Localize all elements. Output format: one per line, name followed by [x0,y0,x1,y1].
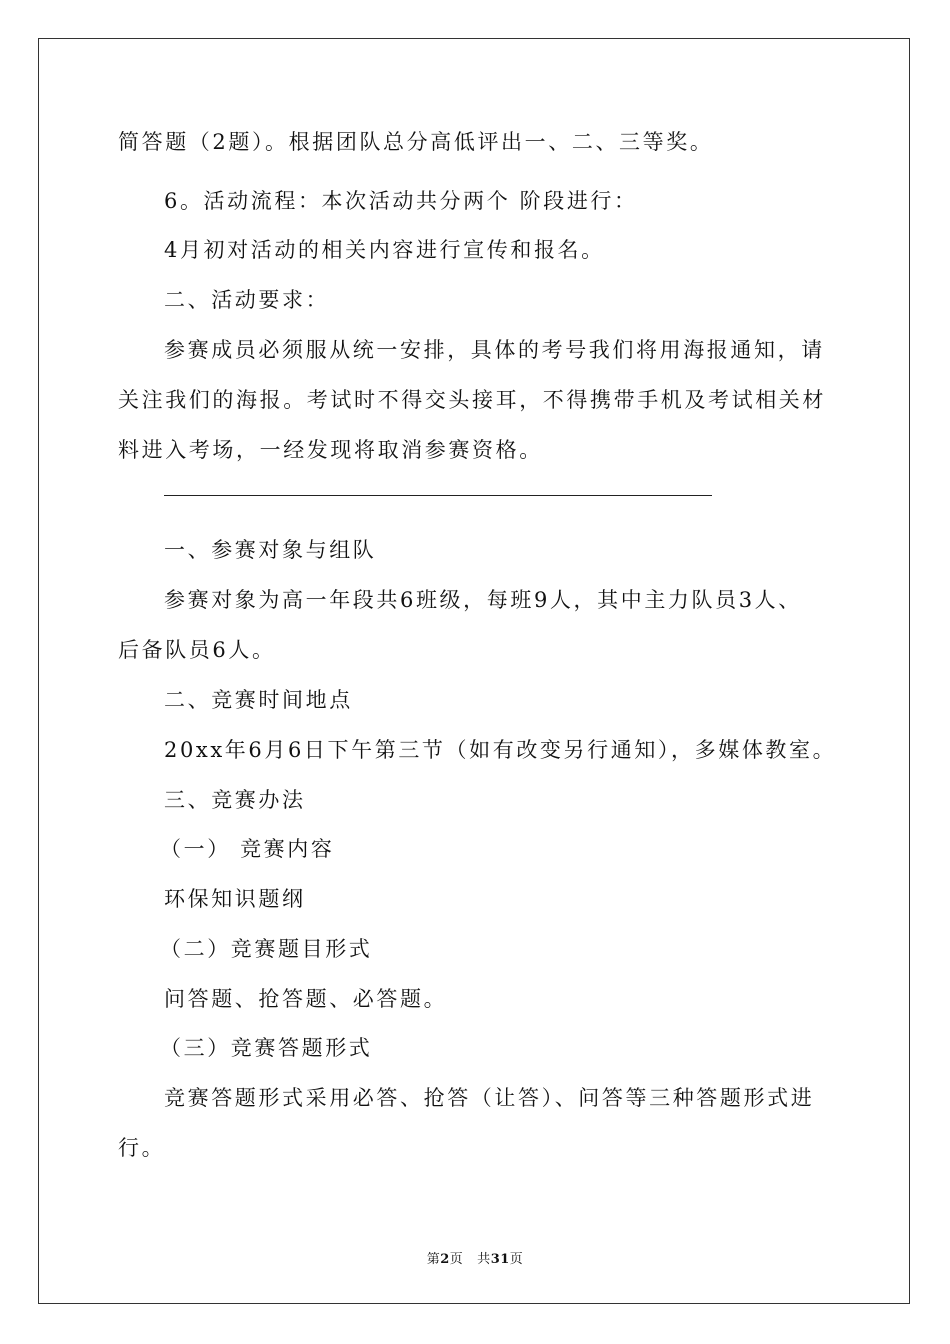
page-prefix: 第 [426,1252,441,1267]
section-heading: 三、竞赛办法 [164,788,306,812]
paragraph-line: 简答题（2题）。根据团队总分高低评出一、二、三等奖。 [118,130,714,154]
section-heading: 二、活动要求： [164,288,330,312]
page-footer [0,1248,950,1267]
total-prefix: 共 [477,1252,491,1267]
paragraph-line: 竞赛答题形式采用必答、抢答（让答）、问答等三种答题形式进 [164,1086,815,1110]
total-pages: 31 [490,1252,510,1267]
page-number: 2 [440,1252,450,1267]
paragraph-line: 后备队员6人。 [118,638,276,662]
subsection-heading: （二）竞赛题目形式 [160,937,373,961]
subsection-heading: （一） 竞赛内容 [160,837,335,861]
subsection-heading: （三）竞赛答题形式 [160,1036,373,1060]
paragraph-line: 20xx年6月6日下午第三节（如有改变另行通知），多媒体教室。 [164,738,837,762]
total-suffix: 页 [509,1252,524,1267]
paragraph-line: 环保知识题纲 [164,887,306,911]
section-divider [164,495,712,496]
paragraph-line: 料进入考场，一经发现将取消参赛资格。 [118,438,543,462]
paragraph-line: 关注我们的海报。考试时不得交头接耳，不得携带手机及考试相关材 [118,388,826,412]
paragraph-line: 4月初对活动的相关内容进行宣传和报名。 [164,238,605,262]
page-suffix: 页 [449,1252,464,1267]
paragraph-line: 6。活动流程：本次活动共分两个 阶段进行： [164,189,638,213]
paragraph-line: 参赛成员必须服从统一安排，具体的考号我们将用海报通知，请 [164,338,825,362]
page-border [38,38,910,1304]
section-heading: 二、竞赛时间地点 [164,688,353,712]
paragraph-line: 参赛对象为高一年段共6班级，每班9人，其中主力队员3人、 [164,588,802,612]
paragraph-line: 问答题、抢答题、必答题。 [164,987,448,1011]
paragraph-line: 行。 [118,1136,166,1160]
section-heading: 一、参赛对象与组队 [164,538,377,562]
